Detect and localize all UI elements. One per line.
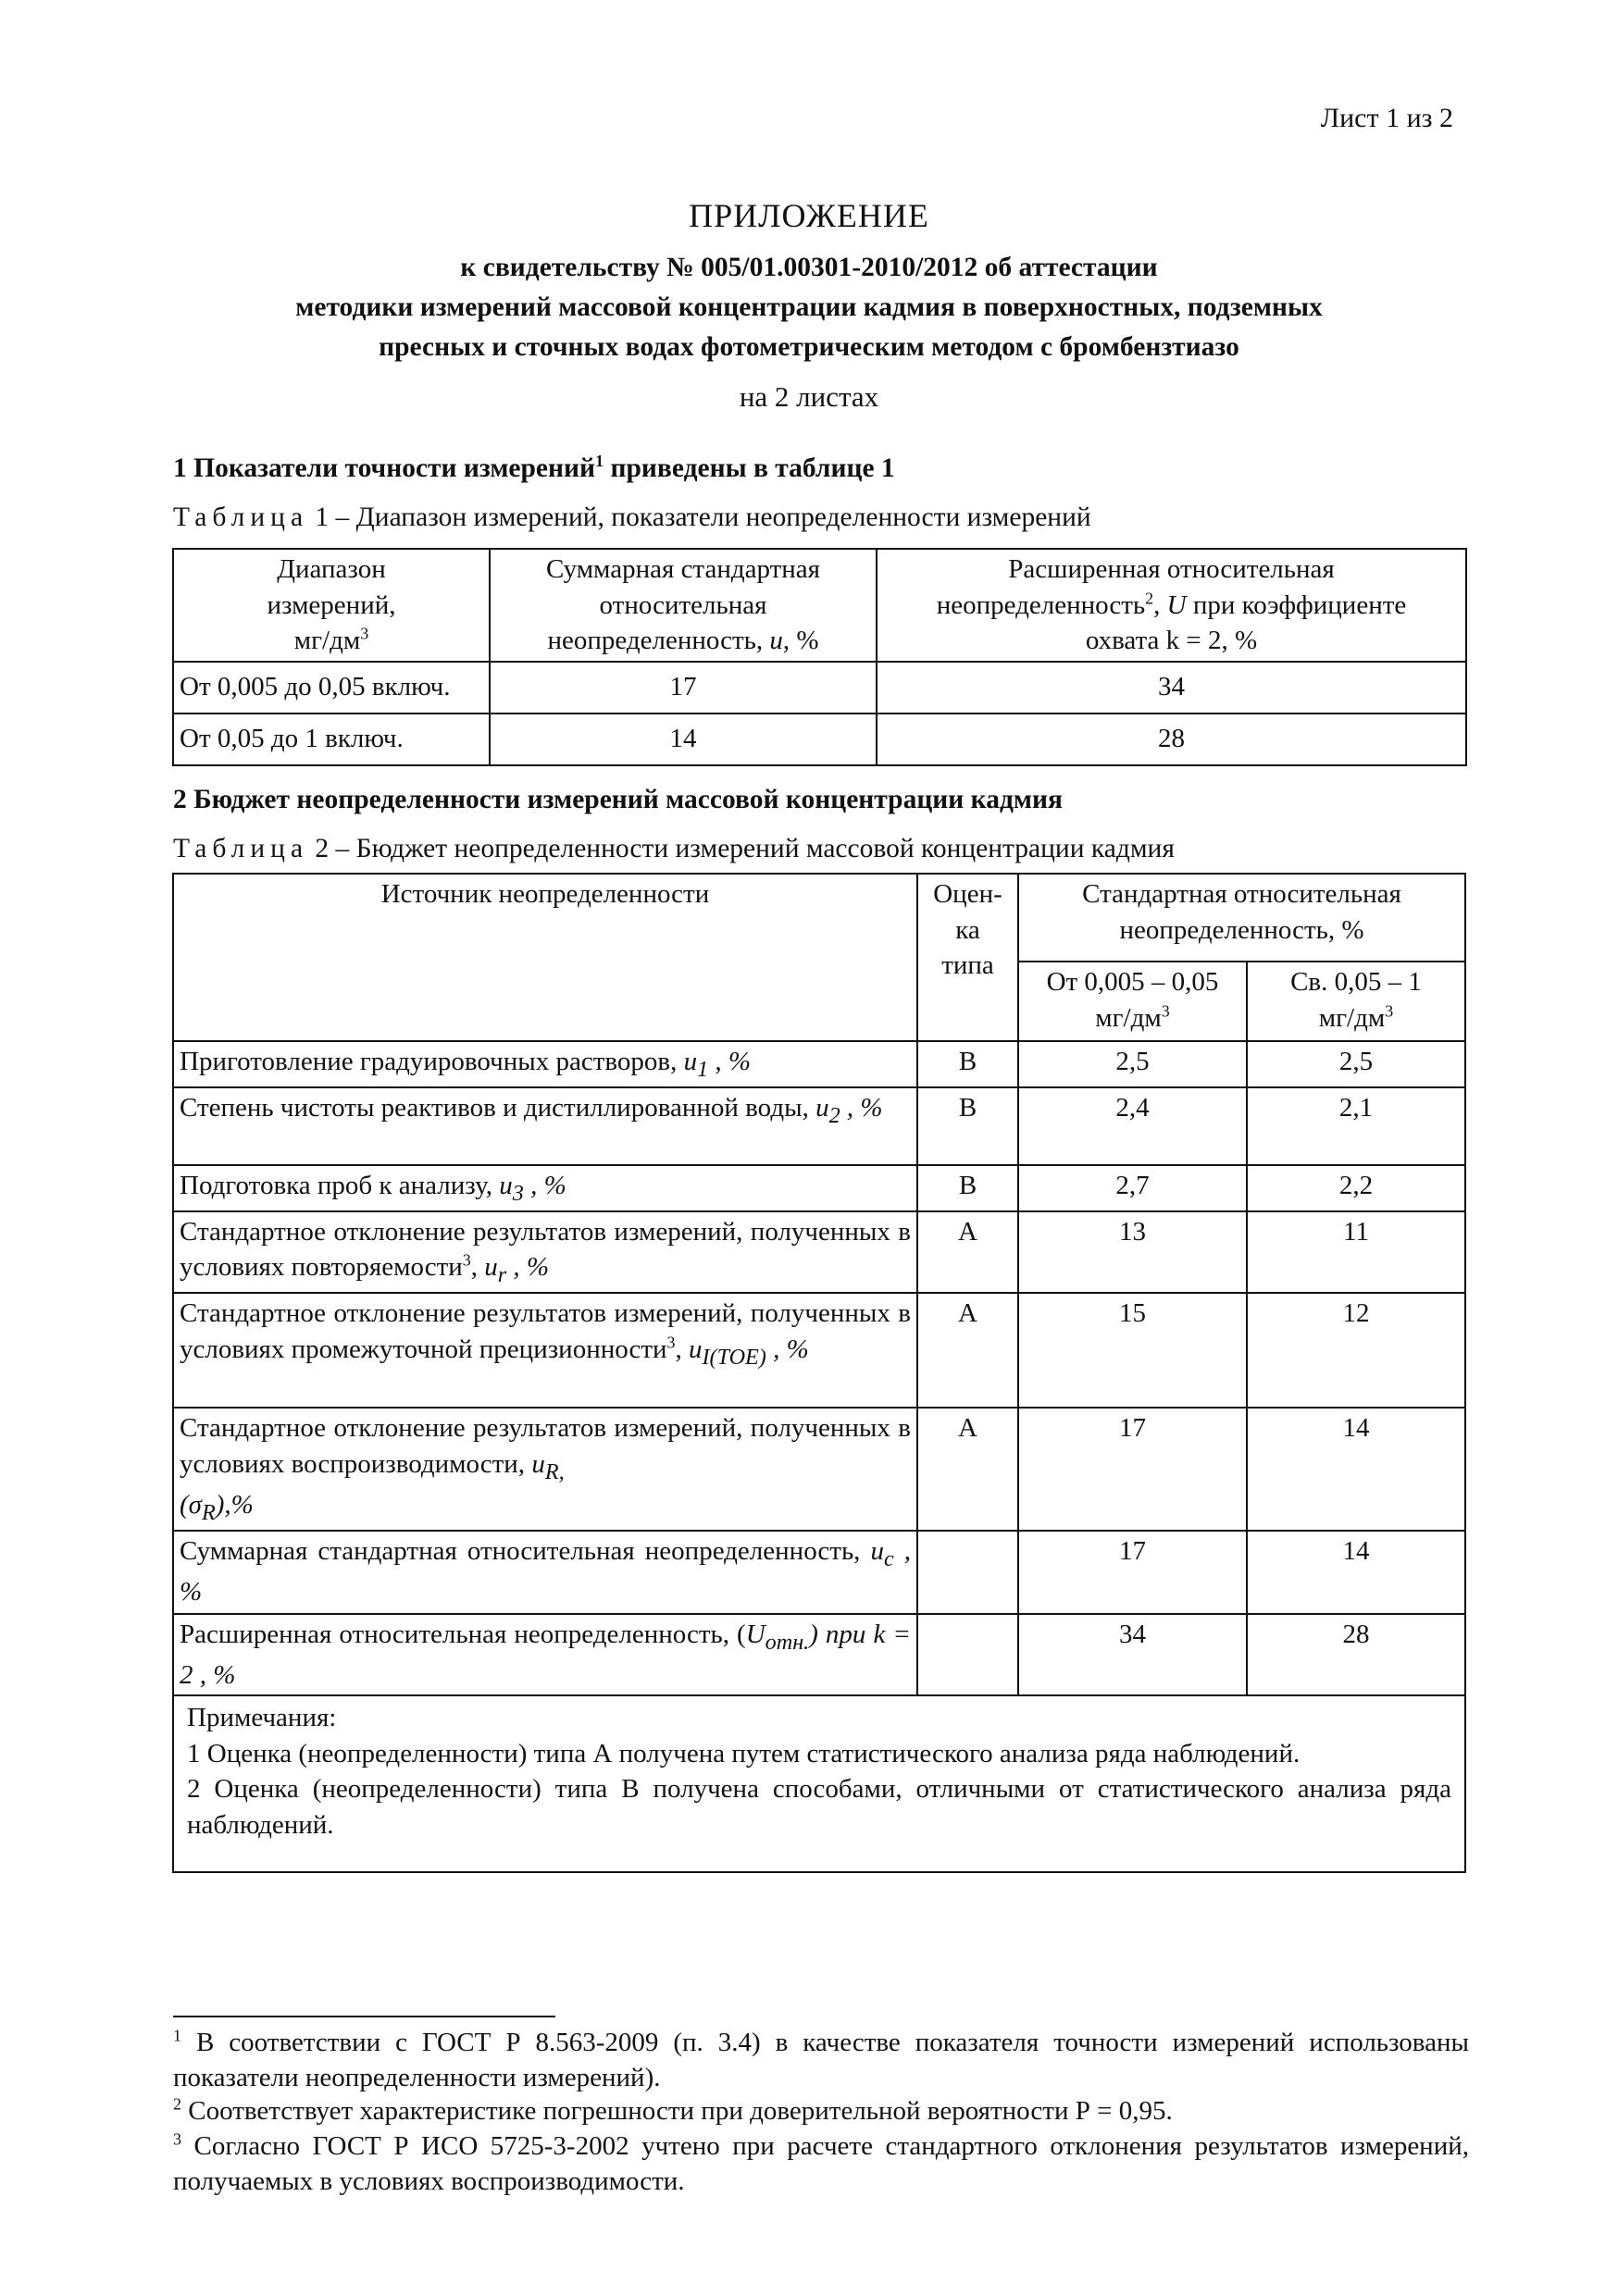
cell-type: В bbox=[917, 1165, 1018, 1211]
sheets-count: на 2 листах bbox=[739, 380, 879, 413]
cell-U: 34 bbox=[877, 662, 1466, 714]
table-row bbox=[173, 1614, 1465, 1696]
subtitle-line-3: пресных и сточных водах фотометрическим методом с бромбензтиазо bbox=[379, 332, 1239, 362]
subtitle-line-2: методики измерений массовой концентрации кадмия в поверхностных, подземных bbox=[295, 292, 1323, 322]
cell-source: Подготовка проб к анализу, $u_3$ , % bbox=[173, 1165, 917, 1211]
cell-u: 14 bbox=[490, 714, 877, 765]
table-1-caption: Таблица 1 – Диапазон измерений, показатели неопределенности измерений bbox=[173, 503, 1091, 532]
document-title: ПРИЛОЖЕНИЕ bbox=[689, 197, 929, 234]
table-1 bbox=[172, 548, 1467, 766]
footnote-1: $^1$ В соответствии с ГОСТ Р 8.563-2009 (п. 3.4) в качестве показателя точности измерений использованы показатели неопределенности измерений). bbox=[173, 2026, 1469, 2093]
header-range-1: От 0,005 – 0,05 $мг/дм^3$ bbox=[1018, 962, 1247, 1041]
cell-source: Суммарная стандартная относительная неопределенность, $u_c$ , % bbox=[173, 1531, 917, 1614]
table-row bbox=[173, 1087, 1465, 1165]
cell-range: От 0,005 до 0,05 включ. bbox=[173, 662, 490, 714]
section-1-heading: 1 Показатели точности измерений$^1$ приведены в таблице 1 bbox=[173, 452, 895, 483]
cell-source: Стандартное отклонение результатов измерений, полученных в условиях повторяемости$^3$, $u_r$ , % bbox=[173, 1211, 917, 1294]
cell-source: Приготовление градуировочных растворов, $u_1$ , % bbox=[173, 1041, 917, 1087]
cell-value-1: 2,7 bbox=[1018, 1165, 1247, 1211]
cell-value-1: 2,4 bbox=[1018, 1087, 1247, 1165]
table-row bbox=[173, 1293, 1465, 1408]
header-standard-uncertainty: Стандартная относительная неопределенность, % bbox=[1018, 874, 1465, 962]
cell-type: А bbox=[917, 1293, 1018, 1408]
cell-source: Стандартное отклонение результатов измерений, полученных в условиях воспроизводимости, $u_{R,}$ $(\sigma_R),\%$ bbox=[173, 1408, 917, 1530]
cell-value-2: 14 bbox=[1247, 1531, 1465, 1614]
table-row bbox=[173, 662, 1466, 714]
footnote-2: $^2$ Соответствует характеристике погрешности при доверительной вероятности Р = 0,95. bbox=[173, 2094, 1173, 2126]
cell-value-1: 17 bbox=[1018, 1531, 1247, 1614]
cell-type: В bbox=[917, 1087, 1018, 1165]
cell-source: Стандартное отклонение результатов измерений, полученных в условиях промежуточной прецизионности$^3$, $u_{I(TOE)}$ , % bbox=[173, 1293, 917, 1408]
header-range-2: Св. 0,05 – 1 $мг/дм^3$ bbox=[1247, 962, 1465, 1041]
cell-u: 17 bbox=[490, 662, 877, 714]
cell-value-2: 12 bbox=[1247, 1293, 1465, 1408]
cell-value-2: 11 bbox=[1247, 1211, 1465, 1294]
footnote-3: $^3$ Согласно ГОСТ Р ИСО 5725-3-2002 учтено при расчете стандартного отклонения результатов измерений, получаемых в условиях воспроизводимости. bbox=[173, 2129, 1469, 2197]
cell-type: В bbox=[917, 1041, 1018, 1087]
table-row bbox=[173, 714, 1466, 765]
cell-source: Степень чистоты реактивов и дистиллированной воды, $u_2$ , % bbox=[173, 1087, 917, 1165]
table-row bbox=[173, 1041, 1465, 1087]
cell-U: 28 bbox=[877, 714, 1466, 765]
header-range: Диапазон измерений, $мг/дм^3$ bbox=[173, 549, 490, 662]
table-2-header-row-1 bbox=[173, 874, 1465, 962]
header-evaluation-type: Оцен- ка типа bbox=[917, 874, 1018, 1041]
cell-value-1: 34 bbox=[1018, 1614, 1247, 1696]
header-combined-uncertainty: Суммарная стандартная относительная неопределенность, u, % bbox=[490, 549, 877, 662]
cell-value-2: 2,2 bbox=[1247, 1165, 1465, 1211]
cell-value-2: 2,1 bbox=[1247, 1087, 1465, 1165]
cell-range: От 0,05 до 1 включ. bbox=[173, 714, 490, 765]
table-2 bbox=[172, 873, 1466, 1873]
table-row bbox=[173, 1165, 1465, 1211]
cell-value-1: 13 bbox=[1018, 1211, 1247, 1294]
cell-value-2: 2,5 bbox=[1247, 1041, 1465, 1087]
note-2: 2 Оценка (неопределенности) типа В получена способами, отличными от статистического анализа ряда наблюдений. bbox=[187, 1774, 1451, 1840]
section-2-heading: 2 Бюджет неопределенности измерений массовой концентрации кадмия bbox=[173, 785, 1063, 814]
cell-type bbox=[917, 1531, 1018, 1614]
header-source: Источник неопределенности bbox=[173, 874, 917, 1041]
cell-value-2: 28 bbox=[1247, 1614, 1465, 1696]
note-1: 1 Оценка (неопределенности) типа А получена путем статистического анализа ряда наблюдений. bbox=[187, 1738, 1301, 1769]
cell-value-1: 15 bbox=[1018, 1293, 1247, 1408]
cell-value-1: 17 bbox=[1018, 1408, 1247, 1530]
cell-type: А bbox=[917, 1211, 1018, 1294]
notes-title: Примечания: bbox=[187, 1703, 337, 1733]
footnote-divider bbox=[173, 2016, 555, 2017]
header-expanded-uncertainty: Расширенная относительная неопределенность$^2$, U при коэффициенте охвата k = 2, % bbox=[877, 549, 1466, 662]
table-row bbox=[173, 1531, 1465, 1614]
table-2-caption: Таблица 2 – Бюджет неопределенности измерений массовой концентрации кадмия bbox=[173, 834, 1175, 863]
table-1-header-row bbox=[173, 549, 1466, 662]
cell-source: Расширенная относительная неопределенность, $(U_{отн.})$ при k = 2 , % bbox=[173, 1614, 917, 1696]
table-notes-row bbox=[173, 1695, 1465, 1871]
cell-value-1: 2,5 bbox=[1018, 1041, 1247, 1087]
sheet-number: Лист 1 из 2 bbox=[1320, 103, 1453, 133]
cell-type: А bbox=[917, 1408, 1018, 1530]
table-row bbox=[173, 1408, 1465, 1530]
cell-type bbox=[917, 1614, 1018, 1696]
table-row bbox=[173, 1211, 1465, 1294]
cell-value-2: 14 bbox=[1247, 1408, 1465, 1530]
table-notes bbox=[173, 1695, 1465, 1871]
subtitle-line-1: к свидетельству № 005/01.00301-2010/2012 об аттестации bbox=[460, 253, 1158, 282]
